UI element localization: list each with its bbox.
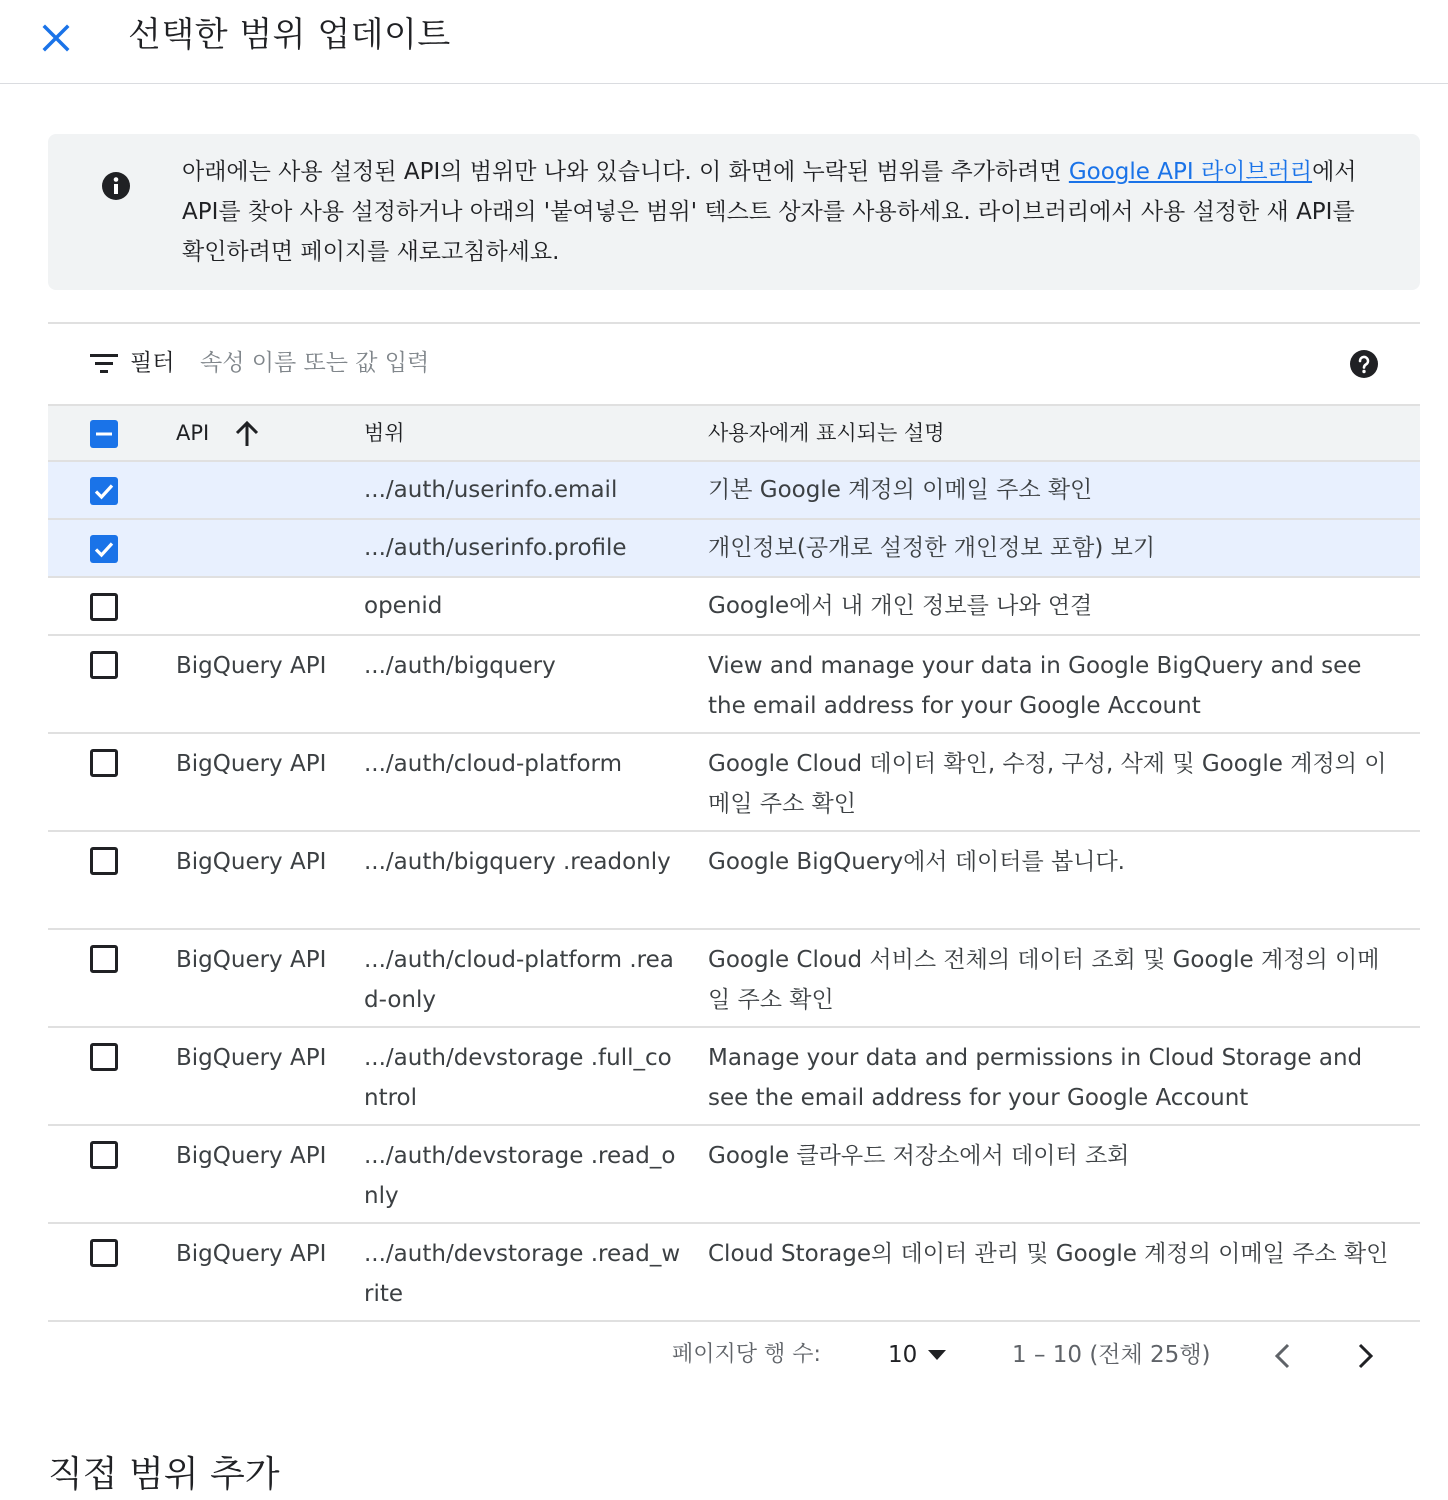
dialog-header <box>0 0 1448 84</box>
api-cell: BigQuery API <box>176 1241 327 1267</box>
description-cell: Google BigQuery에서 데이터를 봅니다. <box>708 849 1125 875</box>
filter-label: 필터 <box>130 350 175 376</box>
table-row[interactable] <box>48 462 1420 520</box>
scope-cell: .../auth/cloud-platform <box>364 751 623 777</box>
indeterminate-icon <box>90 420 118 448</box>
filter-bar <box>48 324 1420 404</box>
arrow-up-icon[interactable] <box>234 420 260 448</box>
scope-cell: .../auth/cloud-platform .read-only <box>364 947 674 1013</box>
description-cell: Cloud Storage의 데이터 관리 및 Google 계정의 이메일 주소 확인 <box>708 1241 1389 1267</box>
select-all-checkbox[interactable] <box>90 420 118 448</box>
table-row[interactable] <box>48 930 1420 1028</box>
chevron-left-icon[interactable] <box>1268 1340 1300 1372</box>
close-button[interactable] <box>36 18 76 58</box>
scope-cell: .../auth/userinfo.email <box>364 477 618 503</box>
table-header <box>48 404 1420 462</box>
close-icon <box>40 22 72 54</box>
dialog-title: 선택한 범위 업데이트 <box>128 15 451 55</box>
scope-cell: .../auth/devstorage .full_control <box>364 1045 672 1111</box>
chevron-right-icon[interactable] <box>1348 1340 1380 1372</box>
api-cell: BigQuery API <box>176 849 327 875</box>
api-cell: BigQuery API <box>176 653 327 679</box>
api-cell: BigQuery API <box>176 1045 327 1071</box>
page-range-text: 1 – 10 (전체 25행) <box>1012 1342 1211 1368</box>
manual-scope-section-title: 직접 범위 추가 <box>48 1454 280 1495</box>
row-checkbox[interactable] <box>90 749 118 777</box>
description-cell: Google에서 내 개인 정보를 나와 연결 <box>708 593 1093 619</box>
scope-cell: openid <box>364 593 443 619</box>
description-cell: 기본 Google 계정의 이메일 주소 확인 <box>708 477 1093 503</box>
column-header-api-label: API <box>176 421 210 445</box>
description-cell: Google Cloud 데이터 확인, 수정, 구성, 삭제 및 Google 계정의 이메일 주소 확인 <box>708 751 1387 817</box>
table-row[interactable] <box>48 578 1420 636</box>
scope-cell: .../auth/devstorage .read_only <box>364 1143 676 1209</box>
banner-text-before: 아래에는 사용 설정된 API의 범위만 나와 있습니다. 이 화면에 누락된 범위를 추가하려면 <box>182 159 1069 185</box>
row-checkbox[interactable] <box>90 1141 118 1169</box>
check-icon <box>90 535 118 563</box>
table-row[interactable] <box>48 520 1420 578</box>
table-row[interactable] <box>48 1028 1420 1126</box>
description-cell: View and manage your data in Google BigQuery and see the email address for your Google Account <box>708 653 1362 719</box>
banner-text <box>182 152 1382 272</box>
help-icon[interactable] <box>1350 350 1378 378</box>
column-header-scope[interactable]: 범위 <box>364 421 405 445</box>
rows-per-page-select[interactable]: 10 <box>888 1342 918 1368</box>
caret-down-icon[interactable] <box>928 1350 946 1360</box>
row-checkbox[interactable] <box>90 477 118 505</box>
row-checkbox[interactable] <box>90 1043 118 1071</box>
rows-per-page-label: 페이지당 행 수: <box>672 1342 821 1367</box>
row-checkbox[interactable] <box>90 1239 118 1267</box>
table-row[interactable] <box>48 636 1420 734</box>
table-row[interactable] <box>48 1126 1420 1224</box>
column-header-api[interactable] <box>176 418 209 448</box>
info-icon <box>102 172 130 200</box>
description-cell: Manage your data and permissions in Cloud Storage and see the email address for your Google Account <box>708 1045 1363 1111</box>
description-cell: 개인정보(공개로 설정한 개인정보 포함) 보기 <box>708 535 1156 561</box>
check-icon <box>90 477 118 505</box>
filter-icon[interactable] <box>90 352 118 376</box>
api-cell: BigQuery API <box>176 751 327 777</box>
row-checkbox[interactable] <box>90 945 118 973</box>
row-checkbox[interactable] <box>90 651 118 679</box>
filter-input[interactable] <box>200 346 1100 380</box>
row-checkbox[interactable] <box>90 847 118 875</box>
scope-cell: .../auth/devstorage .read_write <box>364 1241 681 1307</box>
description-cell: Google 클라우드 저장소에서 데이터 조회 <box>708 1143 1130 1169</box>
table-row[interactable] <box>48 734 1420 832</box>
scope-cell: .../auth/bigquery .readonly <box>364 849 671 875</box>
table-row[interactable] <box>48 1224 1420 1322</box>
column-header-description[interactable]: 사용자에게 표시되는 설명 <box>708 421 945 445</box>
description-cell: Google Cloud 서비스 전체의 데이터 조회 및 Google 계정의 이메일 주소 확인 <box>708 947 1380 1013</box>
info-banner <box>48 134 1420 290</box>
table-row[interactable] <box>48 832 1420 930</box>
api-cell: BigQuery API <box>176 1143 327 1169</box>
pagination <box>48 1322 1420 1392</box>
row-checkbox[interactable] <box>90 593 118 621</box>
api-library-link[interactable]: Google API 라이브러리 <box>1068 159 1313 185</box>
row-checkbox[interactable] <box>90 535 118 563</box>
api-cell: BigQuery API <box>176 947 327 973</box>
scope-cell: .../auth/userinfo.profile <box>364 535 627 561</box>
scope-cell: .../auth/bigquery <box>364 653 556 679</box>
banner-text-after: 에서 API를 찾아 사용 설정하거나 아래의 '붙여넣은 범위' 텍스트 상자를 사용하세요. 라이브러리에서 사용 설정한 새 API를 확인하려면 페이지를 새로고침하세요. <box>182 159 1357 265</box>
